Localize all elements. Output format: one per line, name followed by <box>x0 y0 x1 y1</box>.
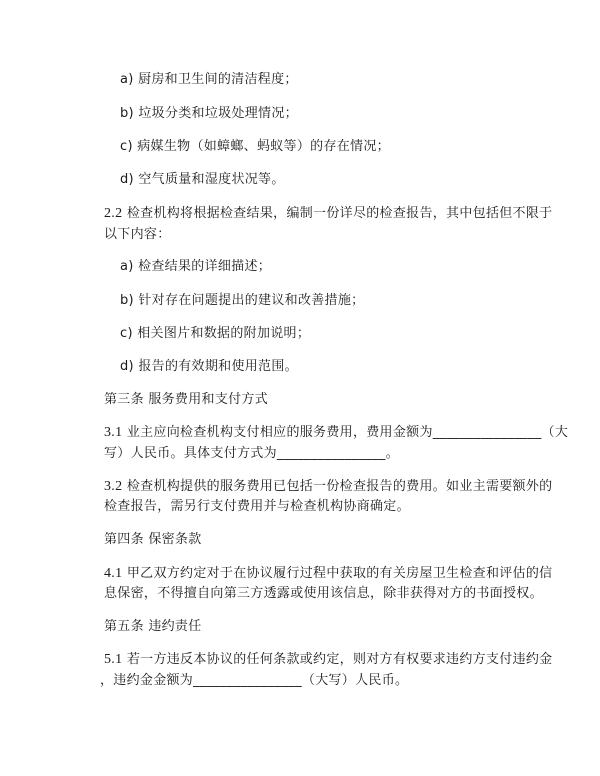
clause-3-1-line2: 写）人民币。具体支付方式为________________。 <box>104 446 399 461</box>
list-item-b1: b) 垃圾分类和垃圾处理情况； <box>120 106 298 121</box>
clause-5-1-line2: ，违约金金额为________________（大写）人民币。 <box>100 673 409 688</box>
clause-number: 4.1 <box>104 566 123 581</box>
clause-2-2-line2: 以下内容： <box>104 227 171 242</box>
section-5-heading: 第五条 违约责任 <box>104 619 202 634</box>
clause-3-1-line1 <box>104 425 568 441</box>
clause-3-2-line1 <box>104 479 552 495</box>
list-item-c1: c) 病媒生物（如蟑螂、蚂蚁等）的存在情况； <box>120 139 390 154</box>
clause-number: 3.2 <box>104 479 123 494</box>
clause-text: 检查机构将根据检查结果，编制一份详尽的检查报告，其中包括但不限于 <box>122 206 553 221</box>
clause-text: 业主应向检查机构支付相应的服务费用，费用金额为________________（大 <box>122 425 569 440</box>
clause-number: 5.1 <box>104 652 123 667</box>
list-item-a1: a) 厨房和卫生间的清洁程度； <box>120 72 298 87</box>
clause-text: 甲乙双方约定对于在协议履行过程中获取的有关房屋卫生检查和评估的信 <box>122 566 553 581</box>
clause-text: 若一方违反本协议的任何条款或约定，则对方有权要求违约方支付违约金 <box>122 652 553 667</box>
clause-4-1-line1 <box>104 566 552 582</box>
clause-number: 3.1 <box>104 425 123 440</box>
section-4-heading: 第四条 保密条款 <box>104 532 202 547</box>
list-item-c2: c) 相关图片和数据的附加说明； <box>120 326 311 341</box>
section-3-heading: 第三条 服务费用和支付方式 <box>104 392 269 407</box>
list-item-b2: b) 针对存在问题提出的建议和改善措施； <box>120 293 365 308</box>
clause-number: 2.2 <box>104 206 123 221</box>
clause-5-1-line1 <box>104 652 552 668</box>
list-item-d2: d) 报告的有效期和使用范围。 <box>120 359 298 374</box>
clause-text: 检查机构提供的服务费用已包括一份检查报告的费用。如业主需要额外的 <box>122 479 553 494</box>
clause-2-2-line1 <box>104 206 552 222</box>
list-item-d1: d) 空气质量和湿度状况等。 <box>120 172 285 187</box>
clause-4-1-line2: 息保密，不得擅自向第三方透露或使用该信息，除非获得对方的书面授权。 <box>104 586 543 601</box>
list-item-a2: a) 检查结果的详细描述； <box>120 259 272 274</box>
clause-3-2-line2: 检查报告，需另行支付费用并与检查机构协商确定。 <box>104 499 410 514</box>
